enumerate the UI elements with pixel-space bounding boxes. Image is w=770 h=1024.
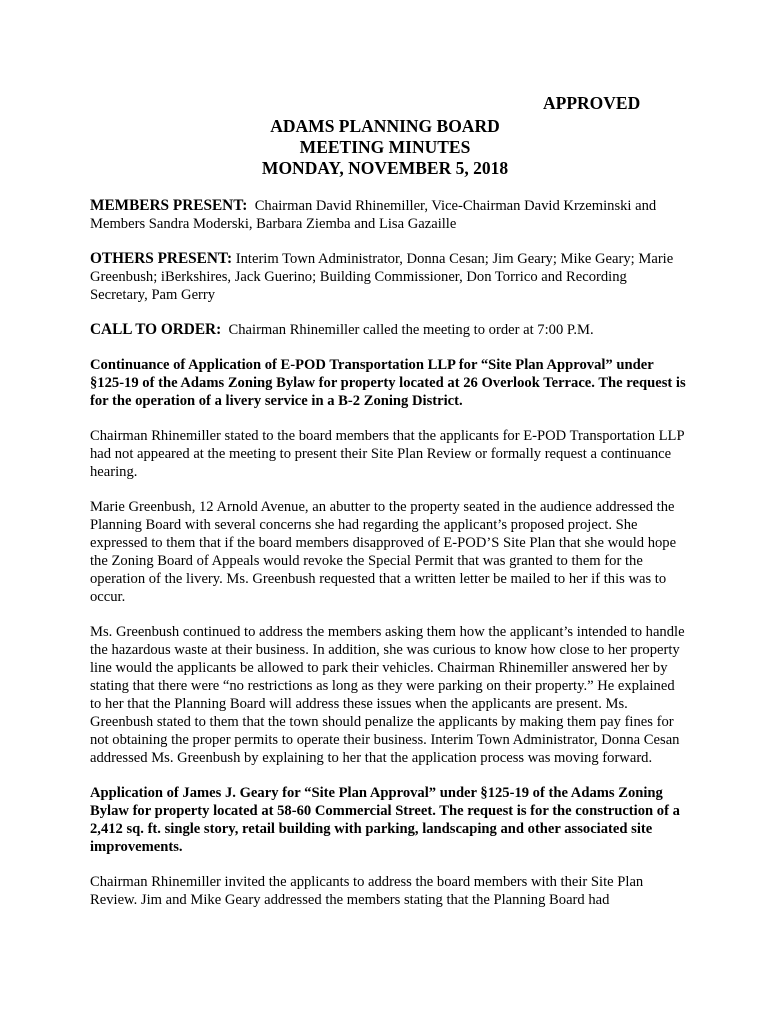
board-name: ADAMS PLANNING BOARD	[270, 116, 500, 136]
call-to-order-paragraph	[90, 321, 688, 339]
others-present-label: OTHERS PRESENT:	[90, 250, 233, 267]
approved-stamp: APPROVED	[543, 93, 641, 113]
document-title	[0, 116, 770, 179]
call-to-order-label: CALL TO ORDER:	[90, 321, 222, 338]
meeting-date: MONDAY, NOVEMBER 5, 2018	[261, 158, 509, 178]
item1-paragraph-1: Chairman Rhinemiller stated to the board members that the applicants for E-POD Transportation LLP had not appeared at the meeting to present their Site Plan Review or formally request a continuance hearing.	[90, 428, 685, 480]
item1-paragraph-3: Ms. Greenbush continued to address the members asking them how the applicant’s intended to handle the hazardous waste at their business. In addition, she was curious to know how close to her property line would the applicants be allowed to park their vehicles. Chairman Rhinemiller answered her by stating that there were “no restrictions as long as they were parking on their property.” He explained to her that the Planning Board will address these issues when the applicants are present. Ms. Greenbush stated to them that the town should penalize the applicants by making them pay fines for not obtaining the proper permits to operate their business. Interim Town Administrator, Donna Cesan addressed Ms. Greenbush by explaining to her that the application process was moving forward.	[90, 624, 685, 766]
minutes-body	[90, 197, 688, 926]
item2-paragraph-1: Chairman Rhinemiller invited the applicants to address the board members with their Site Plan Review. Jim and Mike Geary addressed the members stating that the Planning Board had	[90, 874, 644, 908]
item2-heading: Application of James J. Geary for “Site Plan Approval” under §125-19 of the Adams Zoning Bylaw for property located at 58-60 Commercial Street. The request is for the construction of a 2,412 sq. ft. single story, retail building with parking, landscaping and other associated site improvements.	[90, 785, 680, 855]
item1-paragraph-2: Marie Greenbush, 12 Arnold Avenue, an abutter to the property seated in the audience addressed the Planning Board with several concerns she had regarding the applicant’s proposed project. She expressed to them that if the board members disapproved of E-POD’S Site Plan that she would hope the Zoning Board of Appeals would revoke the Special Permit that was granted to them for the operation of the livery. Ms. Greenbush requested that a written letter be mailed to her if this was to occur.	[90, 499, 677, 605]
document-type: MEETING MINUTES	[299, 137, 471, 157]
members-present-paragraph	[90, 197, 688, 233]
members-present-text: Chairman David Rhinemiller, Vice-Chairman David Krzeminski and Members Sandra Moderski, Barbara Ziemba and Lisa Gazaille	[90, 198, 657, 232]
members-present-label: MEMBERS PRESENT:	[90, 197, 248, 214]
call-to-order-text: Chairman Rhinemiller called the meeting to order at 7:00 P.M.	[228, 322, 594, 338]
others-present-paragraph	[90, 250, 688, 304]
item1-heading: Continuance of Application of E-POD Transportation LLP for “Site Plan Approval” under §125-19 of the Adams Zoning Bylaw for property located at 26 Overlook Terrace. The request is for the operation of a livery service in a B-2 Zoning District.	[90, 357, 686, 409]
others-present-text: Interim Town Administrator, Donna Cesan; Jim Geary; Mike Geary; Marie Greenbush; iBerkshires, Jack Guerino; Building Commissioner, Don Torrico and Recording Secretary, Pam Gerry	[90, 251, 674, 303]
